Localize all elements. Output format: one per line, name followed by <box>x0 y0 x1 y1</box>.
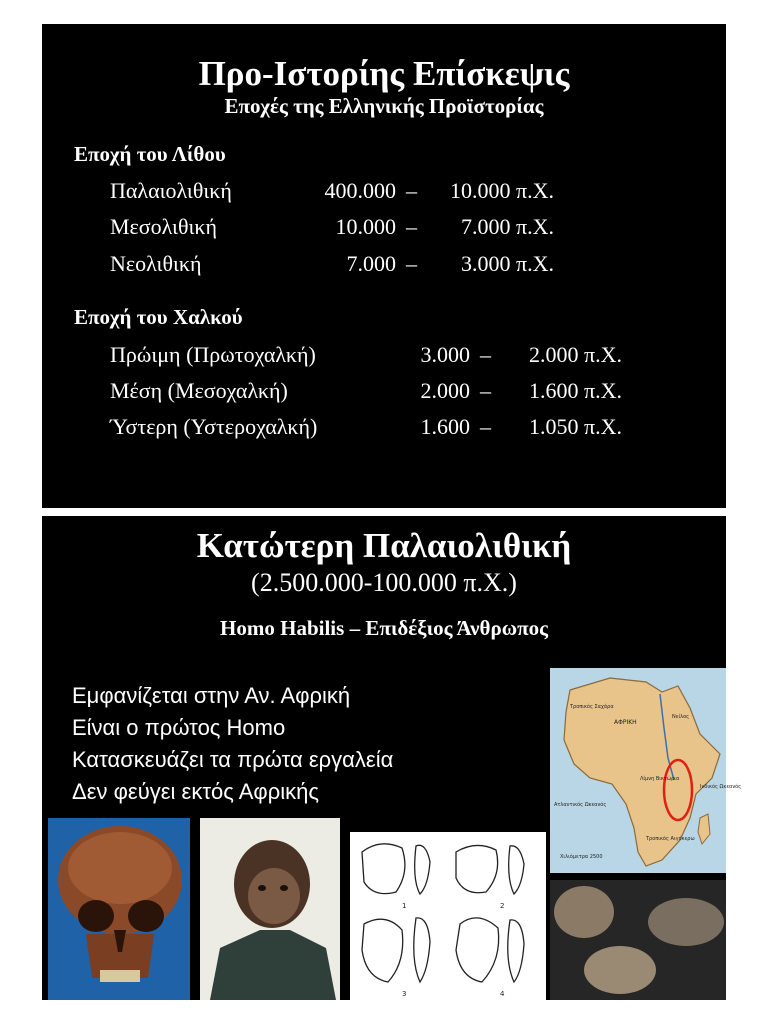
tool-number: 4 <box>500 990 505 998</box>
map-label: Τροπικός Σαχάρα <box>570 704 614 710</box>
slide-lower-paleolithic <box>42 516 742 1000</box>
period-dash: – <box>480 378 491 403</box>
skull-icon <box>48 818 190 1000</box>
period-from: 3.000 <box>420 342 470 367</box>
period-to: 3.000 π.Χ. <box>461 251 554 276</box>
period-name: Πρώιμη (Πρωτοχαλκή) <box>110 342 316 367</box>
tool-number: 3 <box>402 990 407 998</box>
homo-habilis-reconstruction-photo <box>200 818 340 1000</box>
period-to: 10.000 π.Χ. <box>450 178 554 203</box>
period-name: Παλαιολιθική <box>110 178 232 203</box>
period-from: 400.000 <box>324 178 396 203</box>
period-name: Νεολιθική <box>110 251 202 276</box>
period-from: 2.000 <box>420 378 470 403</box>
period-from: 10.000 <box>335 214 396 239</box>
map-label: Ατλαντικός Ωκεανός <box>554 802 607 808</box>
period-to: 1.050 π.Χ. <box>529 414 622 439</box>
slide-prehistory-periods <box>42 24 726 508</box>
period-dash: – <box>480 414 491 439</box>
slide2-title: Κατώτερη Παλαιολιθική <box>196 526 572 565</box>
map-label: Χιλιόμετρα 2500 <box>560 854 603 860</box>
hominid-bust-icon <box>200 818 340 1000</box>
tool-number: 2 <box>500 902 505 910</box>
tool-number: 1 <box>402 902 407 910</box>
list-item: Δεν φεύγει εκτός Αφρικής <box>72 779 319 804</box>
map-label: Τροπικός Αιγόκερω <box>646 836 695 842</box>
period-to: 2.000 π.Χ. <box>529 342 622 367</box>
slide1-subtitle: Εποχές της Ελληνικής Προϊστορίας <box>224 94 544 118</box>
period-name: Μεσολιθική <box>110 214 218 239</box>
africa-map-icon <box>550 668 742 873</box>
map-label: Ινδικός Ωκεανός <box>700 784 742 790</box>
facts-list <box>72 680 393 808</box>
stone-tools-drawing <box>350 832 546 1000</box>
africa-map-image <box>550 668 742 873</box>
list-item: Είναι ο πρώτος Homo <box>72 715 286 740</box>
stone-tools-icon <box>350 832 546 1000</box>
period-to: 7.000 π.Χ. <box>461 214 554 239</box>
slide2-subtitle: Homo Habilis – Επιδέξιος Άνθρωπος <box>220 616 548 640</box>
skull-photo <box>48 818 190 1000</box>
map-label: Λίμνη Βικτώρια <box>640 776 680 782</box>
period-dash: – <box>406 178 417 203</box>
period-from: 7.000 <box>346 251 396 276</box>
pebbles-icon <box>550 880 726 1000</box>
period-dash: – <box>480 342 491 367</box>
period-to: 1.600 π.Χ. <box>529 378 622 403</box>
slide1-title: Προ-Ιστορίης Επίσκεψις <box>198 54 570 93</box>
period-name: Μέση (Μεσοχαλκή) <box>110 378 288 403</box>
stone-age-heading: Εποχή του Λίθου <box>74 142 226 166</box>
map-label: ΑΦΡΙΚΗ <box>614 719 637 726</box>
pebble-tools-photo <box>550 880 726 1000</box>
period-dash: – <box>406 251 417 276</box>
period-from: 1.600 <box>420 414 470 439</box>
map-label: Νείλος <box>672 714 690 720</box>
list-item: Κατασκευάζει τα πρώτα εργαλεία <box>72 747 394 772</box>
list-item: Εμφανίζεται στην Αν. Αφρική <box>72 683 351 708</box>
period-name: Ύστερη (Υστεροχαλκή) <box>110 414 318 439</box>
bronze-age-heading: Εποχή του Χαλκού <box>74 305 243 329</box>
period-dash: – <box>406 214 417 239</box>
date-range: (2.500.000-100.000 π.Χ.) <box>251 568 517 597</box>
